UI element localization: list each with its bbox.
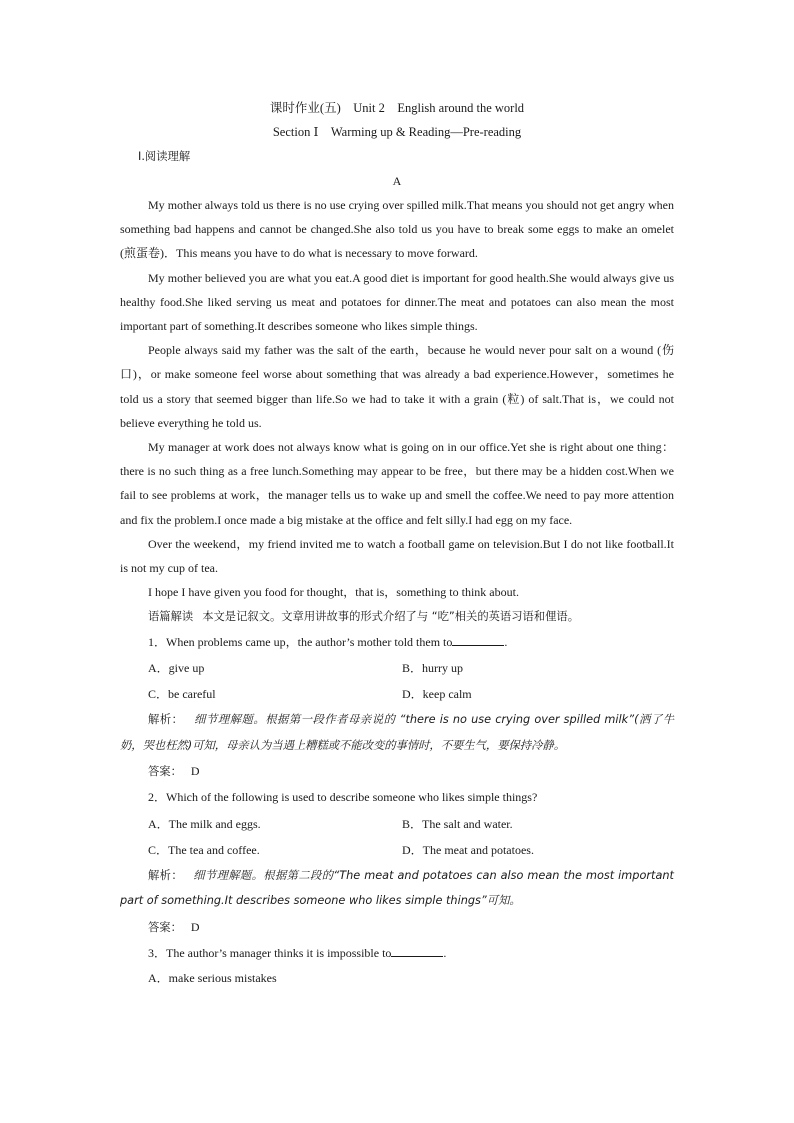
passage-summary [120,604,674,630]
answer-blank [452,635,504,646]
option-c: C．The tea and coffee. [148,842,260,857]
answer-blank [391,946,443,957]
option-d: D．keep calm [402,687,472,702]
section-label: Ⅰ.阅读理解 [138,150,191,163]
question-stem: 2．Which of the following is used to describe someone who likes simple things? [148,790,538,805]
question-stem [120,941,674,967]
question-2 [120,785,674,941]
analysis [120,707,674,758]
option-b: B．The salt and water. [402,816,513,831]
question-1 [120,630,674,786]
passage-paragraph: My mother always told us there is no use crying over spilled milk.That means you should not get angry when something bad happens and cannot be changed.She also told us you have to break some eggs to make an omelet (煎蛋卷)．This means you have to do what is necessary to move forward. [120,198,674,261]
question-text: 3．The author’s manager thinks it is impossible to [148,945,392,960]
answer-value: D [190,764,200,779]
passage-paragraph: I hope I have given you food for thought，that is，something to think about. [148,585,519,600]
passage-paragraph: My manager at work does not always know what is going on in our office.Yet she is right about one thing：there is no such thing as a free lunch.Something may appear to be free，but there may be a hidden cost.When we fail to see problems at work，the manager tells us to wake up and smell the coffee.We need to pay more attention and fix the problem.I once made a big mistake at the office and felt silly.I had egg on my face. [120,440,674,527]
question-text: 1．When problems came up，the author’s mother told them to [148,634,453,649]
option-row [120,811,674,837]
option-b: B．hurry up [402,661,463,676]
option-row [120,681,674,707]
analysis-label: 解析： [148,713,184,727]
answer-value: D [190,919,200,934]
option-a: A．The milk and eggs. [148,816,261,831]
reading-passage [120,193,674,604]
question-text-end: . [443,945,447,960]
analysis-text: 细节理解题。根据第一段作者母亲说的 “there is no use crying over spilled milk”(洒了牛奶，哭也枉然)可知，母亲认为当遇上糟糕或不能改变的事情时，不要生气，要保持冷静。 [120,713,675,752]
answer [120,914,674,941]
passage-letter: A [392,174,402,188]
summary-text: 本文是记叙文。文章用讲故事的形式介绍了与 “吃”相关的英语习语和俚语。 [202,610,580,624]
analysis-text: 细节理解题。根据第二段的“The meat and potatoes can also mean the most important part of something.It describes someone who likes simple things”可知。 [120,868,674,908]
passage-paragraph: Over the weekend，my friend invited me to watch a football game on television.But I do not like football.It is not my cup of tea. [120,536,674,576]
worksheet-page [120,96,674,992]
analysis-label: 解析： [148,868,184,882]
passage-paragraph: My mother believed you are what you eat.A good diet is important for good health.She would always give us healthy food.She liked serving us meat and potatoes for dinner.The meat and potatoes can also mean the most important part of something.It describes someone who likes simple things. [120,270,674,334]
option-a: A．give up [148,661,205,676]
option-d: D．The meat and potatoes. [402,842,534,857]
question-stem [120,630,674,656]
question-3 [120,941,674,992]
answer-label: 答案： [148,765,182,779]
summary-label: 语篇解读 [148,610,194,624]
option-a: A．make serious mistakes [148,971,277,986]
passage-paragraph: People always said my father was the salt of the earth，because he would never pour salt on a wound (伤口)，or make someone feel worse about something that was already a bad experience.However，sometimes he told us a story that seemed bigger than life.So we had to take it with a grain (粒) of salt.That is，we could not believe everything he told us. [120,343,674,430]
page-title: 课时作业(五) Unit 2 English around the world [269,101,525,115]
question-text-end: . [504,634,508,649]
option-row [120,837,674,863]
option-c: C．be careful [148,687,216,702]
analysis [120,863,674,914]
answer-label: 答案： [148,920,182,934]
option-row [120,655,674,681]
section-subtitle: Section Ⅰ Warming up & Reading—Pre-reading [272,125,522,139]
answer [120,758,674,785]
